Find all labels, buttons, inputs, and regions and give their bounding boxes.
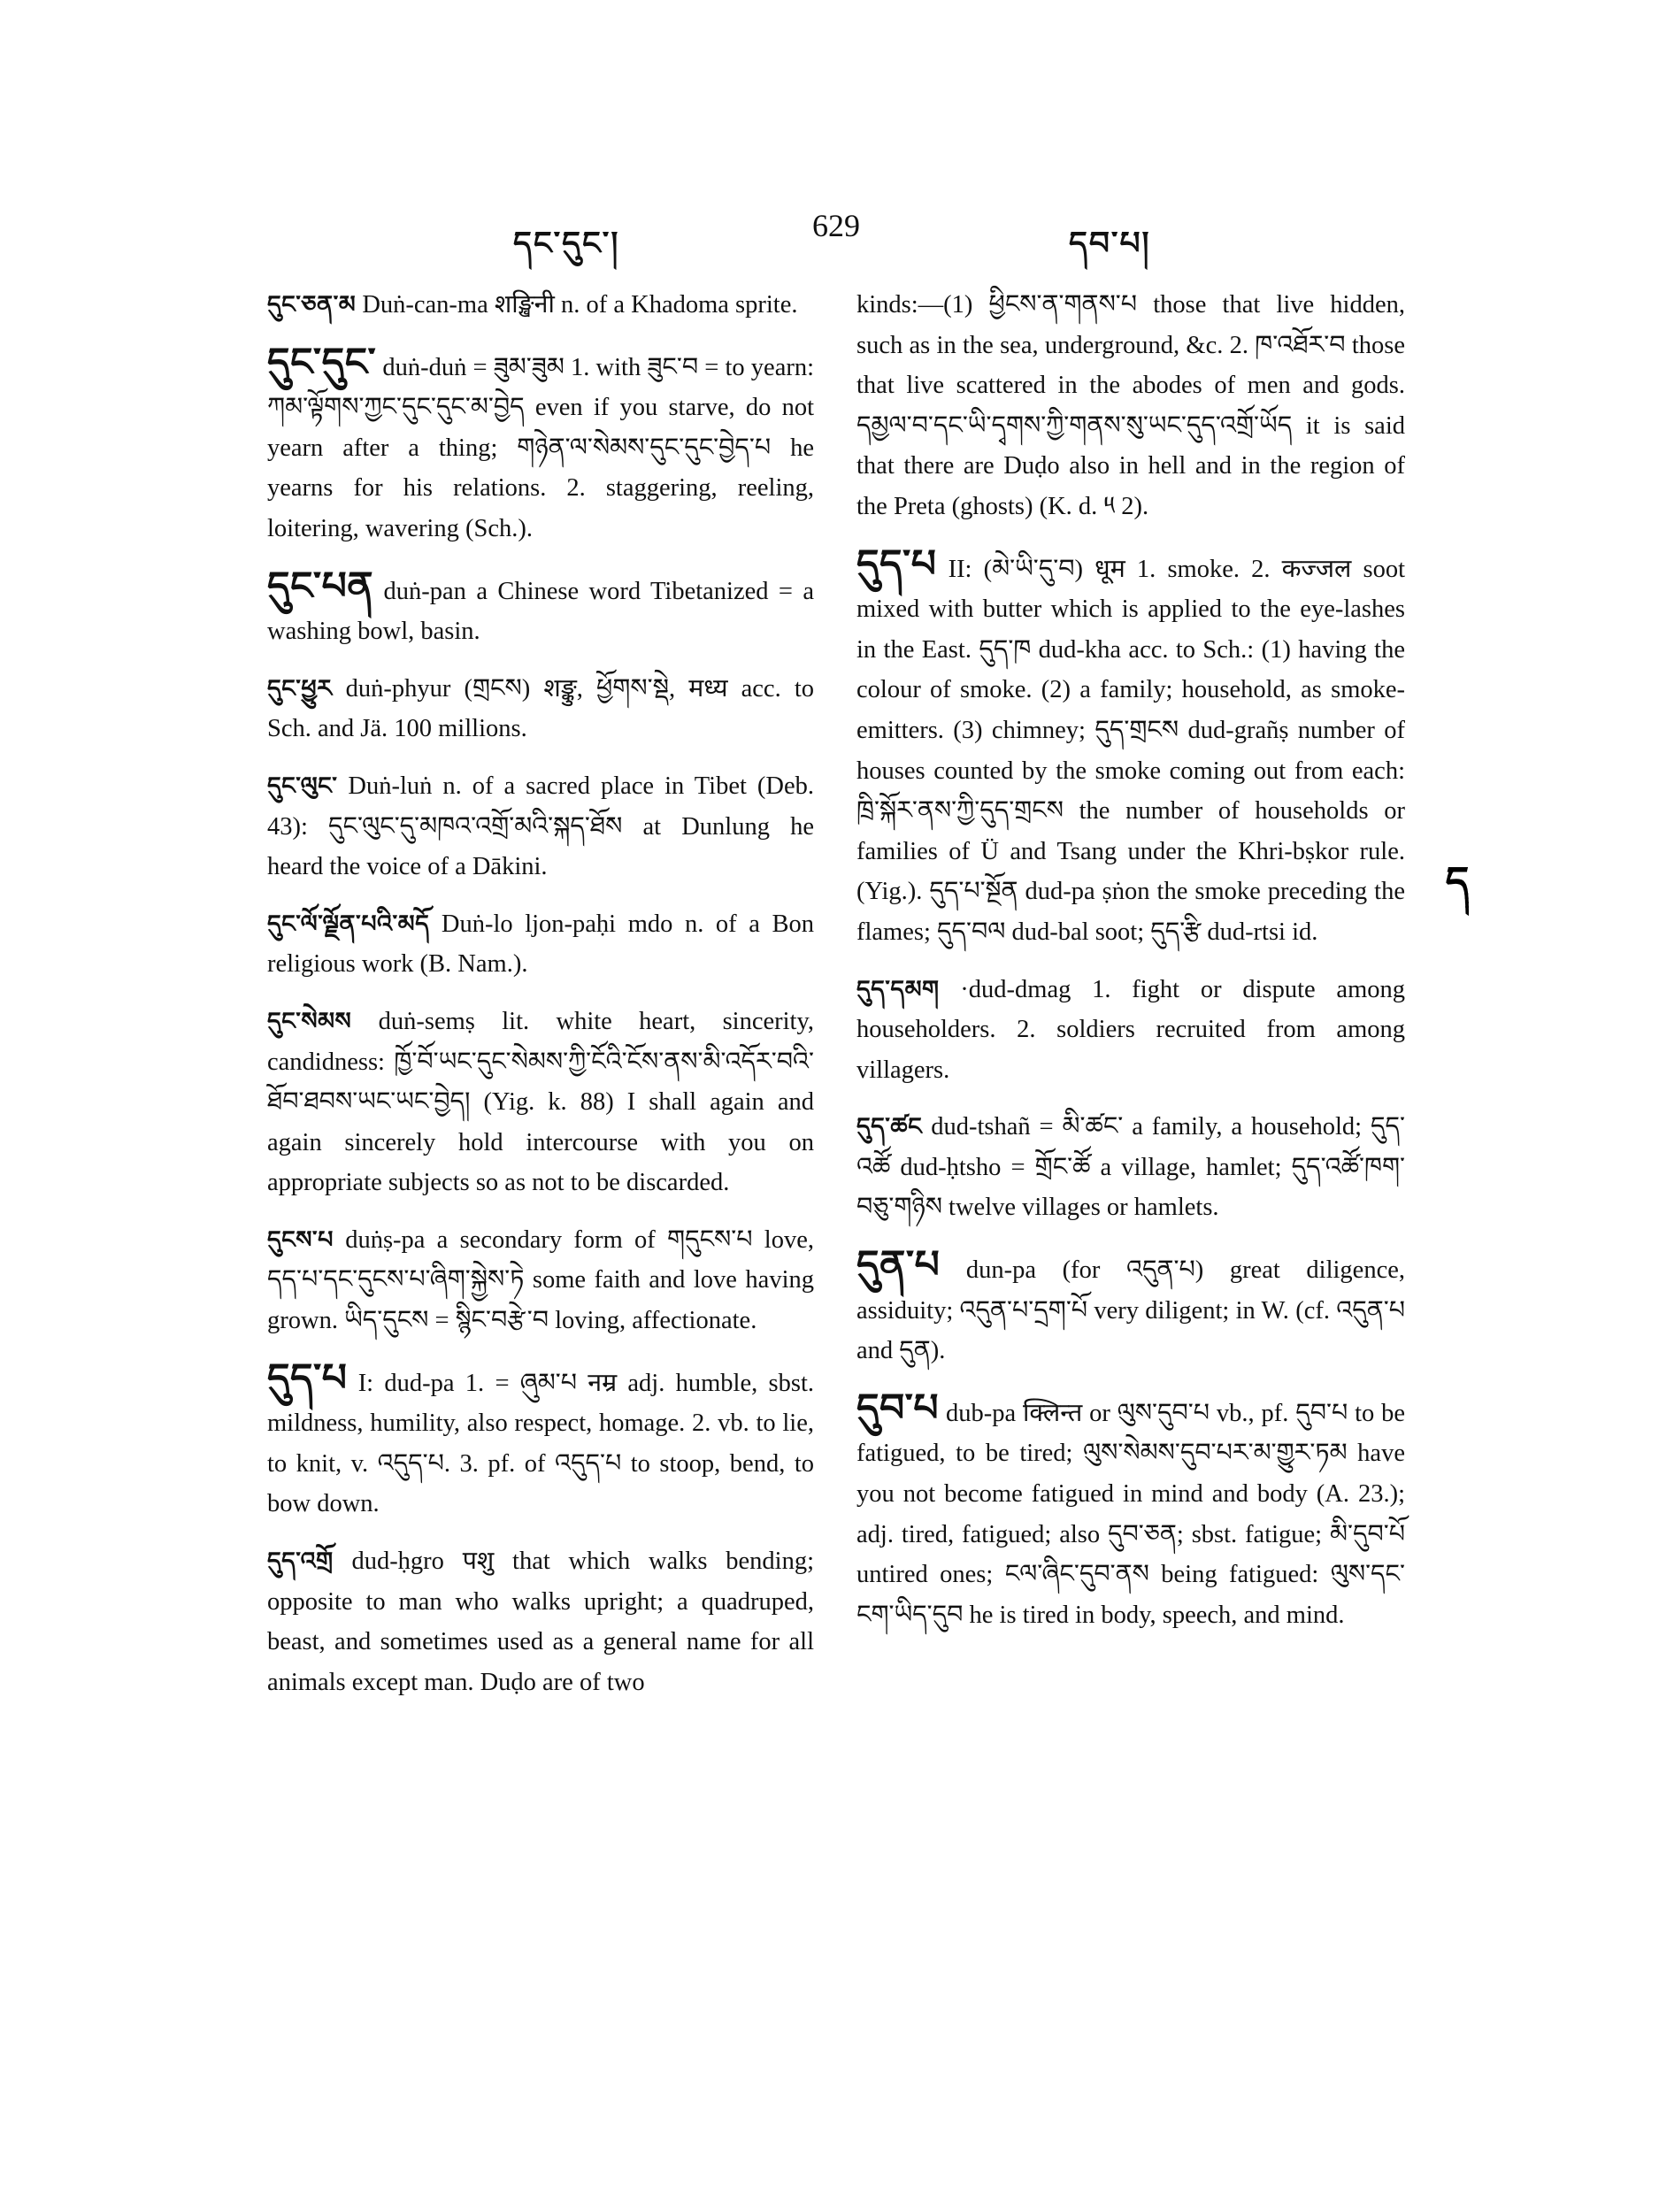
headword: དུད་དམག <box>856 975 940 1003</box>
entry-text: dud-tshañ = མི་ཚང་ a family, a household; དུད་འཚོ dud-ḥtsho = གྲོང་ཚོ a village, hamlet; དུད་འཚོ་ཁག་བཅུ་གཉིས twelve villages or hamlets. <box>856 1113 1405 1222</box>
entry-text: Duṅ-luṅ n. of a sacred place in Tibet (Deb. 43): དུང་ལུང་དུ་མཁའ་འགྲོ་མའི་སྐད་ཐོས at Dunlung he heard the voice of a Dākini. <box>267 772 814 881</box>
entry-text: ·dud-dmag 1. fight or dispute among householders. 2. soldiers recruited from among villagers. <box>856 975 1405 1084</box>
headword: དུད་པ <box>856 541 937 587</box>
entry-text: II: (མེ་ཡི་དུ་བ) धूम 1. smoke. 2. कज्जल soot mixed with butter which is applied to the eye-lashes in the East. དུད་ཁ dud-kha acc. to Sch.: (1) having the colour of smoke. (2) a family; household, as smoke-emitters. (3) chimney; དུད་གྲངས dud-grañṣ number of houses counted by the smoke coming out from each: ཁྲི་སྐོར་ནས་ཀྱི་དུད་གྲངས the number of households or families of Ü and Tsang under the Khri-bṣkor rule. (Yig.). དུད་པ་སྔོན dud-pa ṣṅon the smoke preceding the flames; དུད་བལ dud-bal soot; དུད་རྩི dud-rtsi id. <box>856 555 1405 946</box>
headword: དུང་ཕྱུར <box>267 674 333 703</box>
entry <box>856 1107 1405 1228</box>
right-column <box>856 285 1405 1652</box>
left-guide-word: དང་དུང་། <box>513 225 620 262</box>
entry-text: dub-pa क्लिन्त or ལུས་དུབ་པ vb., pf. དུབ་པ to be fatigued, to be tired; ལུས་སེམས་དུབ་པར་མ་གྱུར་ཏམ have you not become fatigued in mind and body (A. 23.); adj. tired, fatigued; also དུབ་ཅན; sbst. fatigue; མི་དུབ་པོ untired ones; ངལ་ཞིང་དུབ་ནས being fatigued: ལུས་དང་ངག་ཡིད་དུབ he is tired in body, speech, and mind. <box>856 1399 1406 1629</box>
entry-text: duṅ-semṣ lit. white heart, sincerity, candidness: ཁྱོ་བོ་ཡང་དུང་སེམས་ཀྱི་ངོའི་ངོས་ནས་མི་འདོར་བའི་ཐོབ་ཐབས་ཡང་ཡང་བྱེད། (Yig. k. 88) I shall again and again sincerely hold intercourse with you on appropriate subjects so as not to be discarded. <box>267 1007 815 1197</box>
entry-text: kinds:—(1) ཕྱིངས་ན་གནས་པ those that live hidden, such as in the sea, underground, &c. 2. ཁ་འཐོར་བ those that live scattered in the abodes of men and gods. དམྱལ་བ་དང་ཡི་དྭགས་ཀྱི་གནས་སུ་ཡང་དུད་འགྲོ་ཡོད it is said that there are Duḍo also in hell and in the region of the Preta (ghosts) (K. d. ༥ 2). <box>856 291 1405 520</box>
entry-text: duṅ-pan a Chinese word Tibetanized = a washing bowl, basin. <box>267 577 814 646</box>
entry <box>856 1242 1405 1371</box>
entry <box>267 339 815 549</box>
entry <box>856 285 1405 527</box>
entry <box>267 766 814 887</box>
entry-text: Duṅ-lo ljon-paḥi mdo n. of a Bon religious work (B. Nam.). <box>267 910 814 979</box>
right-guide-word: དབ་པ། <box>1069 225 1151 262</box>
entry-text: duṅ-duṅ = ཟུམ་ཟུམ 1. with ཟུང་བ = to yearn: ཀམ་ལྟོགས་ཀྱང་དུང་དུང་མ་བྱེད even if you starve, do not yearn after a thing; གཉེན་ལ་སེམས་དུང་དུང་བྱེད་པ he yearns for his relations. 2. staggering, reeling, loitering, wavering (Sch.). <box>267 353 815 542</box>
entry <box>267 285 814 326</box>
headword: དུང་སེམས <box>267 1007 352 1035</box>
entry-text: duṅṣ-pa a secondary form of གདུངས་པ love, དད་པ་དང་དུངས་པ་ཞིག་སྐྱེས་ཏེ some faith and love having grown. ཡིད་དུངས = སྙིང་བརྩེ་བ loving, affectionate. <box>267 1225 815 1335</box>
headword: དུབ་པ <box>856 1385 940 1431</box>
entry <box>267 1220 814 1341</box>
left-column <box>267 285 814 1719</box>
entry <box>267 1541 814 1702</box>
page-header <box>0 202 1659 262</box>
headword: དུང་ལོ་ལྗོན་པའི་མདོ <box>267 910 430 938</box>
headword: དུད་ཚང <box>856 1113 923 1141</box>
entry-text: duṅ-phyur (གྲངས) शङ्कु, ཕྱོགས་སྡེ, मध्य acc. to Sch. and Jä. 100 millions. <box>267 674 814 743</box>
headword: དུན་པ <box>856 1242 941 1288</box>
page-number: 629 <box>812 208 860 243</box>
headword: དུང་དུང་ <box>267 339 377 385</box>
headword: དུང་ཅན་མ <box>267 291 357 319</box>
headword: དུང་པན <box>267 563 374 609</box>
headword: དུད་པ <box>267 1355 348 1401</box>
entry <box>856 541 1405 953</box>
entry <box>267 1355 814 1525</box>
entry <box>267 1002 814 1203</box>
thumb-index-tab: ད <box>1433 855 1481 908</box>
entry-text: I: dud-pa 1. = ཞུམ་པ नम्र adj. humble, sbst. mildness, humility, also respect, homage. 2. vb. to lie, to knit, v. འདུད་པ. 3. pf. of འདུད་པ to stoop, bend, to bow down. <box>267 1369 814 1518</box>
entry <box>267 669 814 749</box>
headword: དུང་ལུང་ <box>267 772 338 800</box>
entry <box>856 1385 1406 1636</box>
entry-text: Duṅ-can-ma शङ्खिनी n. of a Khadoma sprite. <box>362 291 798 319</box>
entry-text: dun-pa (for འདུན་པ) great diligence, assiduity; འདུན་པ་དྲག་པོ very diligent; in W. (cf. འདུན་པ and དུན). <box>856 1256 1405 1365</box>
entry <box>267 563 814 652</box>
entry <box>856 970 1405 1091</box>
entry <box>267 904 814 985</box>
headword: དུད་འགྲོ <box>267 1548 334 1576</box>
headword: དུངས་པ <box>267 1225 334 1254</box>
entry-text: dud-ḥgro पशु that which walks bending; opposite to man who walks upright; a quadruped, beast, and sometimes used as a general name for all animals except man. Duḍo are of two <box>267 1548 814 1696</box>
